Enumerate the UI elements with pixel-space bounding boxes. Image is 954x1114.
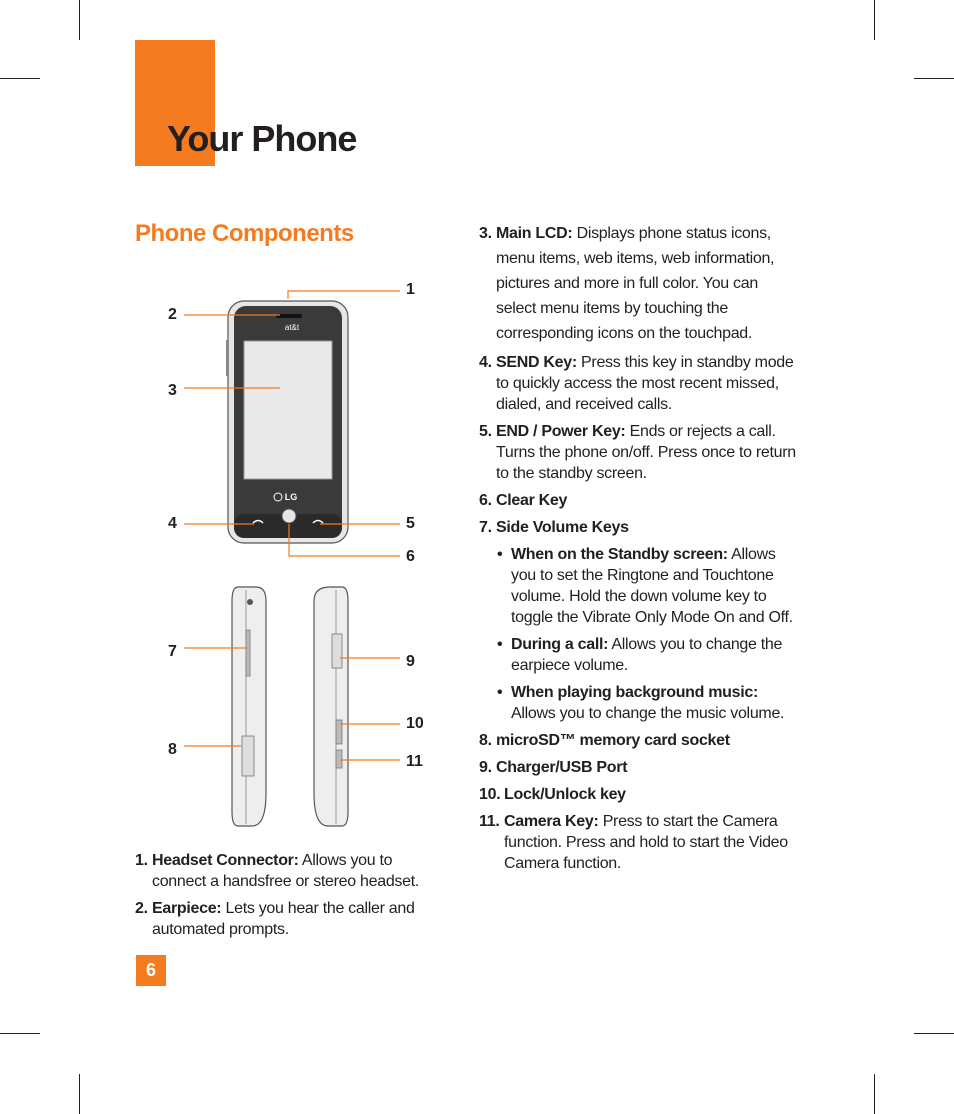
callout-2: 2 bbox=[168, 306, 177, 323]
bullet: • bbox=[497, 546, 503, 563]
sub-item-term: When on the Standby screen: bbox=[511, 546, 728, 563]
callout-1: 1 bbox=[406, 281, 415, 298]
callout-7: 7 bbox=[168, 643, 177, 660]
item-term: END / Power Key: bbox=[496, 423, 626, 440]
sub-list-item bbox=[479, 544, 799, 628]
item-number: 7. bbox=[479, 519, 492, 536]
list-item bbox=[135, 850, 425, 892]
list-item bbox=[135, 898, 425, 940]
list-item bbox=[479, 757, 799, 778]
callout-3: 3 bbox=[168, 382, 177, 399]
item-term: Side Volume Keys bbox=[496, 519, 629, 536]
item-term: Main LCD: bbox=[496, 225, 573, 242]
crop-mark bbox=[0, 78, 40, 79]
crop-mark bbox=[874, 0, 875, 40]
item-number: 2. bbox=[135, 900, 148, 917]
item-number: 3. bbox=[479, 225, 492, 242]
item-term: Lock/Unlock key bbox=[504, 786, 626, 803]
item-term: Earpiece: bbox=[152, 900, 222, 917]
callout-9: 9 bbox=[406, 653, 415, 670]
bullet: • bbox=[497, 636, 503, 653]
callout-11: 11 bbox=[406, 753, 423, 770]
callout-5: 5 bbox=[406, 515, 415, 532]
item-term: Clear Key bbox=[496, 492, 568, 509]
item-description: Press this key in standby mode to quickly access the most recent missed, dialed, and received calls. bbox=[496, 354, 794, 413]
list-item bbox=[479, 730, 799, 751]
crop-mark bbox=[79, 1074, 80, 1114]
item-number: 9. bbox=[479, 759, 492, 776]
bullet: • bbox=[497, 684, 503, 701]
item-term: Camera Key: bbox=[504, 813, 599, 830]
sub-item-description: Allows you to set the Ringtone and Touchtone volume. Hold the down volume key to toggle the Vibrate Only Mode On and Off. bbox=[511, 546, 793, 626]
item-number: 1. bbox=[135, 852, 148, 869]
callout-6: 6 bbox=[406, 548, 415, 565]
right-component-list bbox=[479, 221, 799, 880]
sub-item-description: Allows you to change the earpiece volume. bbox=[511, 636, 783, 674]
callout-4: 4 bbox=[168, 515, 177, 532]
carrier-logo: at&t bbox=[284, 323, 300, 332]
page-number: 6 bbox=[136, 955, 166, 986]
sub-list-item bbox=[479, 634, 799, 676]
item-term: Headset Connector: bbox=[152, 852, 299, 869]
phone-illustration bbox=[160, 270, 440, 840]
crop-mark bbox=[79, 0, 80, 40]
crop-mark bbox=[874, 1074, 875, 1114]
sub-list-item bbox=[479, 682, 799, 724]
list-item bbox=[479, 811, 799, 874]
section-title: Phone Components bbox=[135, 220, 354, 247]
callout-10: 10 bbox=[406, 715, 424, 732]
item-term: SEND Key: bbox=[496, 354, 577, 371]
item-number: 10. bbox=[479, 786, 501, 803]
item-number: 4. bbox=[479, 354, 492, 371]
item-description: Ends or rejects a call. Turns the phone on/off. Press once to return to the standby screen. bbox=[496, 423, 796, 482]
list-item bbox=[479, 421, 799, 484]
phone-side-view-right bbox=[314, 587, 348, 826]
phone-diagram bbox=[160, 270, 440, 840]
item-number: 11. bbox=[479, 813, 500, 830]
left-component-list bbox=[135, 850, 425, 946]
sub-item-term: During a call: bbox=[511, 636, 609, 653]
crop-mark bbox=[0, 1033, 40, 1034]
brand-logo: LG bbox=[284, 492, 298, 502]
list-item bbox=[479, 517, 799, 538]
crop-mark bbox=[914, 78, 954, 79]
sub-item-term: When playing background music: bbox=[511, 684, 759, 701]
phone-side-view-left bbox=[232, 587, 266, 826]
item-description: Allows you to connect a handsfree or stereo headset. bbox=[152, 852, 420, 890]
item-description: Displays phone status icons, menu items, web items, web information, pictures and more in full color. You can select menu items by touching the corresponding icons on the touchpad. bbox=[496, 225, 775, 342]
callout-8: 8 bbox=[168, 741, 177, 758]
list-item bbox=[479, 490, 799, 511]
item-description: Lets you hear the caller and automated prompts. bbox=[152, 900, 415, 938]
crop-mark bbox=[914, 1033, 954, 1034]
list-item bbox=[479, 221, 799, 346]
list-item bbox=[479, 784, 799, 805]
item-term: Charger/USB Port bbox=[496, 759, 628, 776]
item-number: 6. bbox=[479, 492, 492, 509]
phone-front-view bbox=[226, 301, 348, 543]
item-description: Press to start the Camera function. Press and hold to start the Video Camera function. bbox=[504, 813, 788, 872]
sub-item-description: Allows you to change the music volume. bbox=[511, 705, 785, 722]
page-title: Your Phone bbox=[167, 118, 357, 159]
item-term: microSD™ memory card socket bbox=[496, 732, 730, 749]
item-number: 8. bbox=[479, 732, 492, 749]
item-number: 5. bbox=[479, 423, 492, 440]
list-item bbox=[479, 352, 799, 415]
